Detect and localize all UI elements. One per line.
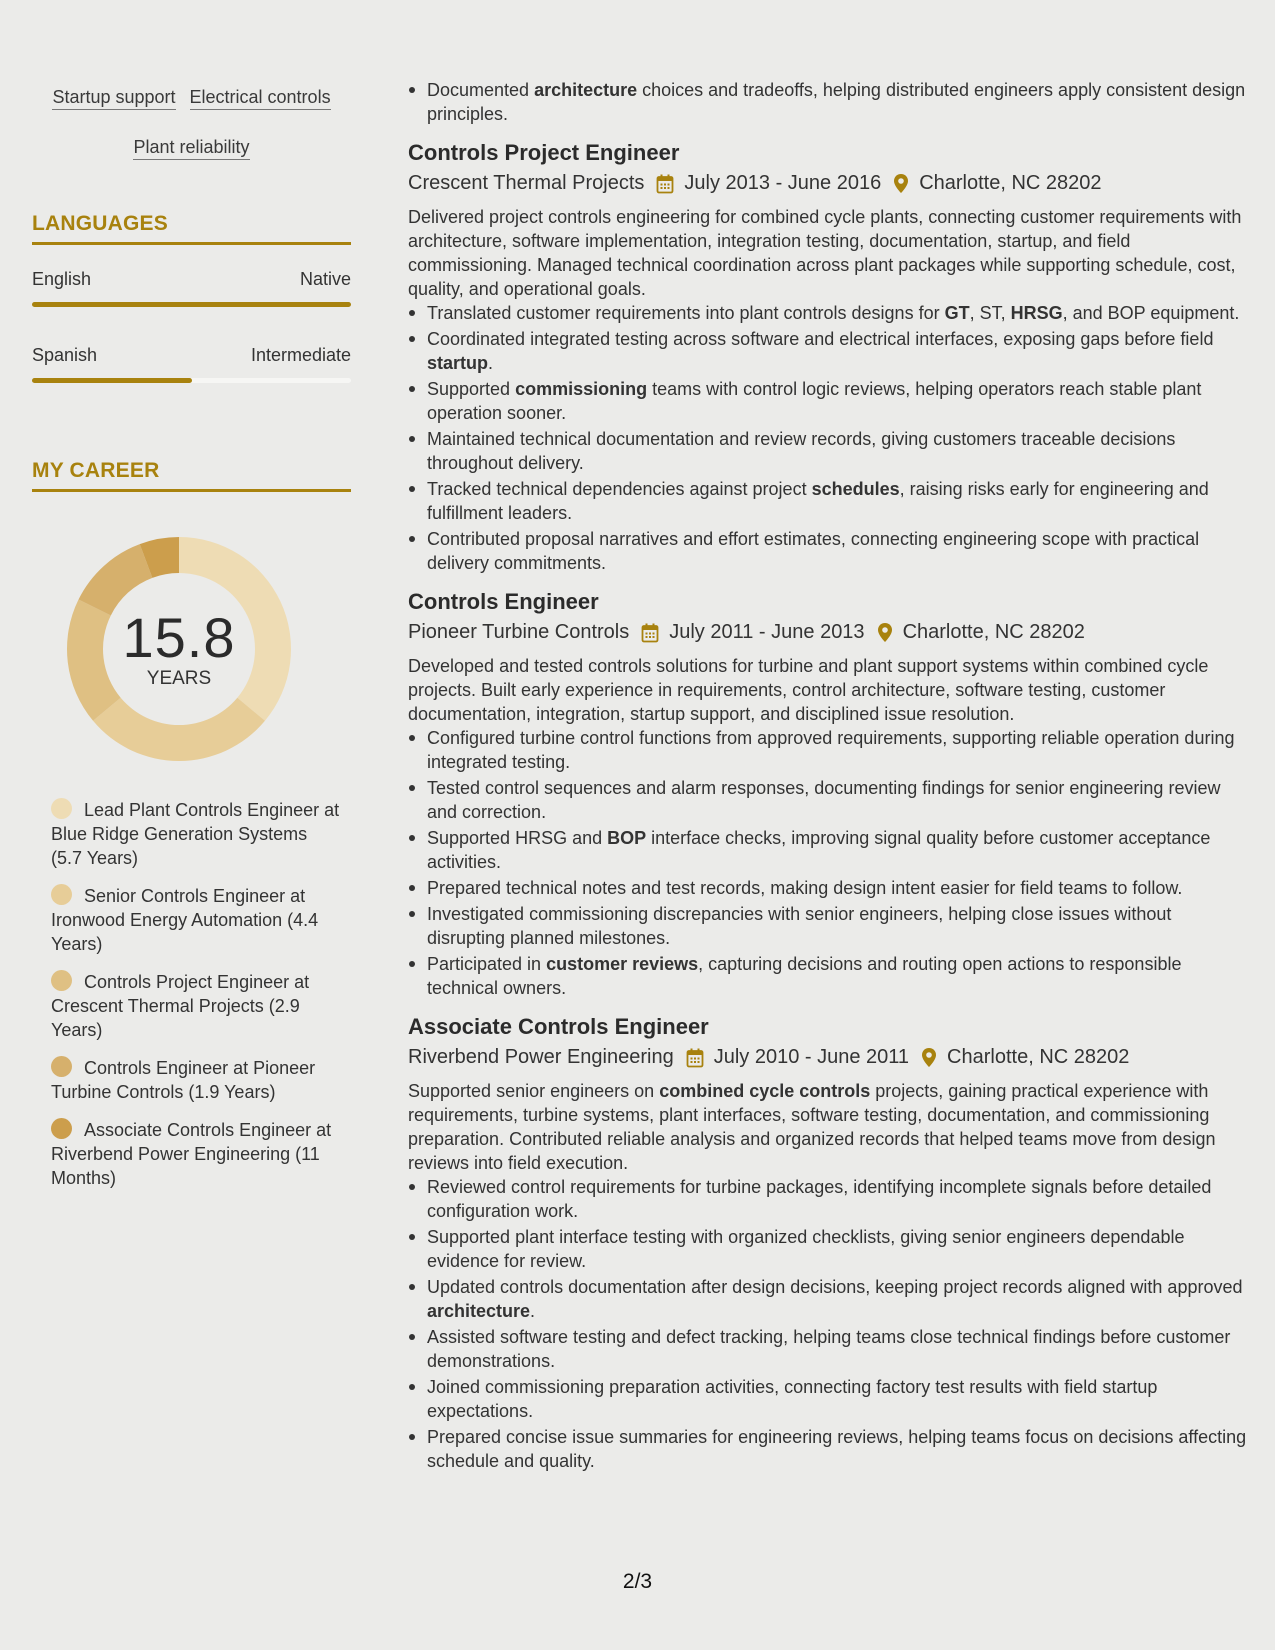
job-dates: July 2010 - June 2011 (713, 1046, 910, 1068)
career-heading: MY CAREER (32, 459, 351, 492)
bullet-item: Participated in customer reviews, capturing decisions and routing open actions to responsible technical owners. (408, 952, 1248, 1000)
job-description: Developed and tested controls solutions for turbine and plant support systems within combined cycle projects. Built early experience in requirements, control architecture, software testing, customer documentation, integration, startup support, and disciplined issue resolution. (408, 656, 1209, 724)
career-legend-item (51, 884, 341, 956)
job-location: Charlotte, NC 28202 (919, 172, 1102, 194)
calendar-icon (641, 623, 659, 643)
bullet-item: Documented architecture choices and tradeoffs, helping distributed engineers apply consistent design principles. (408, 78, 1248, 126)
job-meta (408, 621, 1248, 644)
calendar-icon (686, 1048, 704, 1068)
job-bullets (408, 726, 1248, 1000)
job-title: Controls Engineer (408, 589, 599, 614)
bullet-item: Supported plant interface testing with organized checklists, giving senior engineers dependable evidence for review. (408, 1225, 1248, 1273)
job-location: Charlotte, NC 28202 (902, 621, 1085, 643)
bullet-item: Maintained technical documentation and review records, giving customers traceable decisions throughout delivery. (408, 427, 1248, 475)
language-name: Spanish (32, 345, 98, 365)
legend-dot (51, 884, 72, 905)
bullet-item: Updated controls documentation after design decisions, keeping project records aligned with approved architecture. (408, 1275, 1248, 1323)
career-legend-label: Lead Plant Controls Engineer at Blue Ridge Generation Systems (5.7 Years) (51, 800, 340, 868)
job-entry (408, 1014, 1248, 1473)
career-legend-item (51, 1118, 341, 1190)
bullet-item: Supported commissioning teams with control logic reviews, helping operators reach stable plant operation sooner. (408, 377, 1248, 425)
skills-tags (32, 78, 351, 178)
bullet-item: Prepared technical notes and test records, making design intent easier for field teams to follow. (408, 876, 1248, 900)
career-donut (66, 536, 292, 762)
sidebar (32, 78, 351, 1204)
career-section (32, 459, 351, 1190)
bullet-item: Contributed proposal narratives and effort estimates, connecting engineering scope with practical delivery commitments. (408, 527, 1248, 575)
job-location: Charlotte, NC 28202 (947, 1046, 1130, 1068)
career-total-years: 15.8 (122, 606, 236, 669)
bullet-item: Investigated commissioning discrepancies with senior engineers, helping close issues without disrupting planned milestones. (408, 902, 1248, 950)
job-bullets (408, 1175, 1248, 1473)
language-bar (32, 378, 351, 383)
bullet-item: Reviewed control requirements for turbine packages, identifying incomplete signals before detailed configuration work. (408, 1175, 1248, 1223)
language-level: Native (299, 269, 351, 289)
job-company: Riverbend Power Engineering (408, 1046, 674, 1068)
job-entry (408, 140, 1248, 575)
page-number: 2/3 (622, 1570, 653, 1593)
bullet-item: Prepared concise issue summaries for engineering reviews, helping teams focus on decisions affecting schedule and quality. (408, 1425, 1248, 1473)
bullet-item: Assisted software testing and defect tracking, helping teams close technical findings before customer demonstrations. (408, 1325, 1248, 1373)
skill-tag: Electrical controls (190, 88, 331, 110)
bullet-item: Coordinated integrated testing across software and electrical interfaces, exposing gaps before field startup. (408, 327, 1248, 375)
bullet-item: Tested control sequences and alarm responses, documenting findings for senior engineering review and correction. (408, 776, 1248, 824)
job-description: Delivered project controls engineering for combined cycle plants, connecting customer requirements with architecture, software implementation, integration testing, documentation, startup, and field commissioning. Managed technical coordination across plant packages while supporting schedule, cost, quality, and operational goals. (408, 207, 1242, 299)
job-dates: July 2011 - June 2013 (669, 621, 865, 643)
legend-dot (51, 1056, 72, 1077)
legend-dot (51, 1118, 72, 1139)
location-pin-icon (877, 622, 893, 643)
location-pin-icon (921, 1047, 937, 1068)
job-meta (408, 1046, 1248, 1069)
languages-heading: LANGUAGES (32, 212, 351, 245)
bullet-item: Translated customer requirements into plant controls designs for GT, ST, HRSG, and BOP equipment. (408, 301, 1248, 325)
languages-section (32, 212, 351, 383)
career-legend-label: Controls Project Engineer at Crescent Thermal Projects (2.9 Years) (51, 972, 310, 1040)
language-item (32, 269, 351, 307)
bullet-item: Joined commissioning preparation activities, connecting factory test results with field startup expectations. (408, 1375, 1248, 1423)
job-description: Supported senior engineers on combined cycle controls projects, gaining practical experience with requirements, turbine systems, plant interfaces, software testing, documentation, and commissioning preparation. Contributed reliable analysis and organized records that helped teams move from design reviews into field execution. (408, 1081, 1216, 1173)
job-title: Associate Controls Engineer (408, 1014, 709, 1039)
career-total-unit: YEARS (146, 668, 212, 689)
language-name: English (32, 269, 92, 289)
career-legend-item (51, 798, 341, 870)
career-legend (51, 798, 341, 1190)
bullet-item: Tracked technical dependencies against project schedules, raising risks early for engineering and fulfillment leaders. (408, 477, 1248, 525)
language-item (32, 345, 351, 383)
job-company: Pioneer Turbine Controls (408, 621, 630, 643)
career-legend-label: Senior Controls Engineer at Ironwood Energy Automation (4.4 Years) (51, 886, 319, 954)
bullet-item: Supported HRSG and BOP interface checks, improving signal quality before customer acceptance activities. (408, 826, 1248, 874)
language-bar-fill (32, 302, 351, 307)
career-legend-item (51, 1056, 341, 1104)
career-legend-label: Associate Controls Engineer at Riverbend Power Engineering (11 Months) (51, 1120, 332, 1188)
job-entry (408, 589, 1248, 1000)
job-bullets (408, 301, 1248, 575)
intro-bullets (408, 78, 1248, 126)
skill-tag: Plant reliability (133, 138, 249, 160)
job-dates: July 2013 - June 2016 (684, 172, 882, 194)
calendar-icon (656, 174, 674, 194)
job-title: Controls Project Engineer (408, 140, 680, 165)
language-level: Intermediate (250, 345, 351, 365)
main-content (408, 78, 1248, 1475)
job-meta (408, 172, 1248, 195)
bullet-item: Configured turbine control functions from approved requirements, supporting reliable operation during integrated testing. (408, 726, 1248, 774)
legend-dot (51, 970, 72, 991)
location-pin-icon (893, 173, 909, 194)
legend-dot (51, 798, 72, 819)
language-bar (32, 302, 351, 307)
language-bar-fill (32, 378, 192, 383)
career-legend-item (51, 970, 341, 1042)
job-company: Crescent Thermal Projects (408, 172, 645, 194)
career-legend-label: Controls Engineer at Pioneer Turbine Controls (1.9 Years) (51, 1058, 316, 1102)
skill-tag: Startup support (52, 88, 175, 110)
